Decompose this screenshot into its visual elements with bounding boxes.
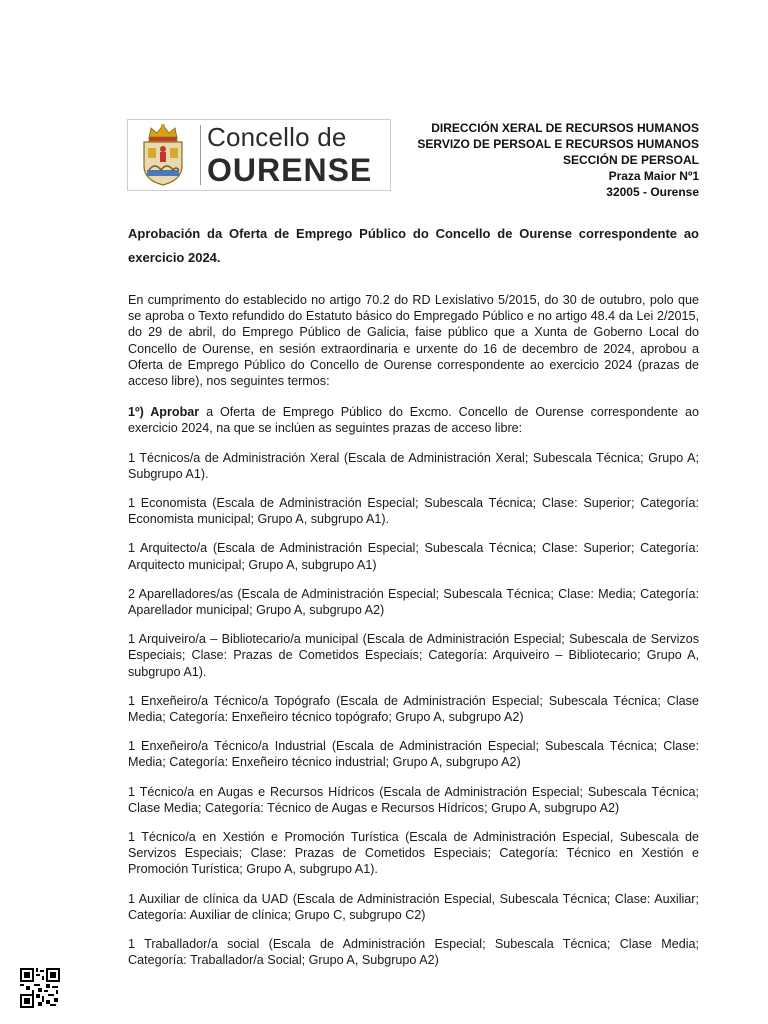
point-1-text: a Oferta de Emprego Público do Excmo. Concello de Ourense correspondente ao exercicio 2024, na que se inclúen as seguintes prazas de acceso libre: (128, 405, 699, 436)
job-item: 1 Economista (Escala de Administración Especial; Subescala Técnica; Clase: Superior; Categoría: Economista municipal; Grupo A, subgrupo A1). (128, 496, 699, 527)
job-item: 1 Arquitecto/a (Escala de Administración Especial; Subescala Técnica; Clase: Superior; Categoría: Arquitecto municipal; Grupo A, subgrupo A1) (128, 541, 699, 572)
address-line: DIRECCIÓN XERAL DE RECURSOS HUMANOS (431, 121, 699, 135)
job-item: 1 Técnicos/a de Administración Xeral (Escala de Administración Xeral; Subescala Técnica; Grupo A; Subgrupo A1). (128, 450, 699, 481)
job-item: 1 Enxeñeiro/a Técnico/a Industrial (Escala de Administración Especial; Subescala Técnica; Clase: Media; Categoría: Enxeñeiro técnico industrial; Grupo A, subgrupo A2) (128, 739, 699, 770)
logo-line-2: OURENSE (207, 152, 373, 188)
job-item: 1 Traballador/a social (Escala de Administración Especial; Subescala Técnica; Clase Media; Categoría: Traballador/a Social; Grupo A, Subgrupo A2) (128, 937, 699, 968)
job-item: 1 Técnico/a en Augas e Recursos Hídricos (Escala de Administración Especial; Subescala Técnica; Clase Media; Categoría: Técnico de Augas e Recursos Hídricos; Grupo A, subgrupo A2) (128, 784, 699, 815)
qr-code-icon (20, 968, 60, 1008)
address-line: SECCIÓN DE PERSOAL (562, 153, 699, 167)
point-1-paragraph (128, 404, 699, 436)
address-line: SERVIZO DE PERSOAL E RECURSOS HUMANOS (417, 137, 699, 151)
job-item: 1 Enxeñeiro/a Técnico/a Topógrafo (Escala de Administración Especial; Subescala Técnica; Clase Media; Categoría: Enxeñeiro técnico topógrafo; Grupo A, subgrupo A2) (128, 693, 699, 725)
job-item: 1 Arquiveiro/a – Bibliotecario/a municipal (Escala de Administración Especial; Subescala de Servizos Especiais; Clase: Prazas de Cometidos Especiais; Categoría: Arquiveiro – Bibliotecario; Grupo A, subgrupo A1). (128, 632, 699, 679)
concello-logo (127, 119, 391, 191)
logo-line-1: Concello de (207, 122, 347, 152)
address-line: 32005 - Ourense (606, 185, 699, 199)
job-item: 1 Auxiliar de clínica da UAD (Escala de Administración Especial, Subescala Técnica; Clase: Auxiliar; Categoría: Auxiliar de clínica; Grupo C, subgrupo C2) (128, 891, 699, 922)
document-title: Aprobación da Oferta de Emprego Público do Concello de Ourense correspondente ao exercicio 2024. (128, 226, 699, 265)
job-item: 1 Técnico/a en Xestión e Promoción Turística (Escala de Administración Especial, Subescala de Servizos Especiais; Clase: Prazas de Cometidos Especiais; Categoría: Técnico en Xestión e Promoción Turística; Grupo A, subgrupo A1). (128, 830, 699, 877)
logo-separator (200, 125, 201, 185)
logo-text (207, 124, 372, 186)
address-line: Praza Maior Nº1 (608, 169, 699, 183)
job-item: 2 Aparelladores/as (Escala de Administración Especial; Subescala Técnica; Clase: Media; Categoría: Aparellador municipal; Grupo A, subgrupo A2) (128, 586, 699, 618)
intro-paragraph: En cumprimento do establecido no artigo 70.2 do RD Lexislativo 5/2015, do 30 de outubro, polo que se aproba o Texto refundido do Estatuto básico do Empregado Público e no artigo 48.4 da Lei 2/2015, do 29 de abril, do Emprego Público de Galicia, faise público que a Xunta de Goberno Local do Concello de Ourense, en sesión extraordinaria e urxente do 16 de decembro de 2024, aprobou a Oferta de Emprego Público do Concello de Ourense correspondente ao exercicio 2024 (prazas de acceso libre), nos seguintes termos: (128, 293, 699, 389)
point-1-label: 1º) Aprobar (128, 405, 200, 420)
department-address (417, 120, 699, 200)
coat-of-arms-icon (128, 120, 198, 190)
document-body (128, 222, 699, 982)
